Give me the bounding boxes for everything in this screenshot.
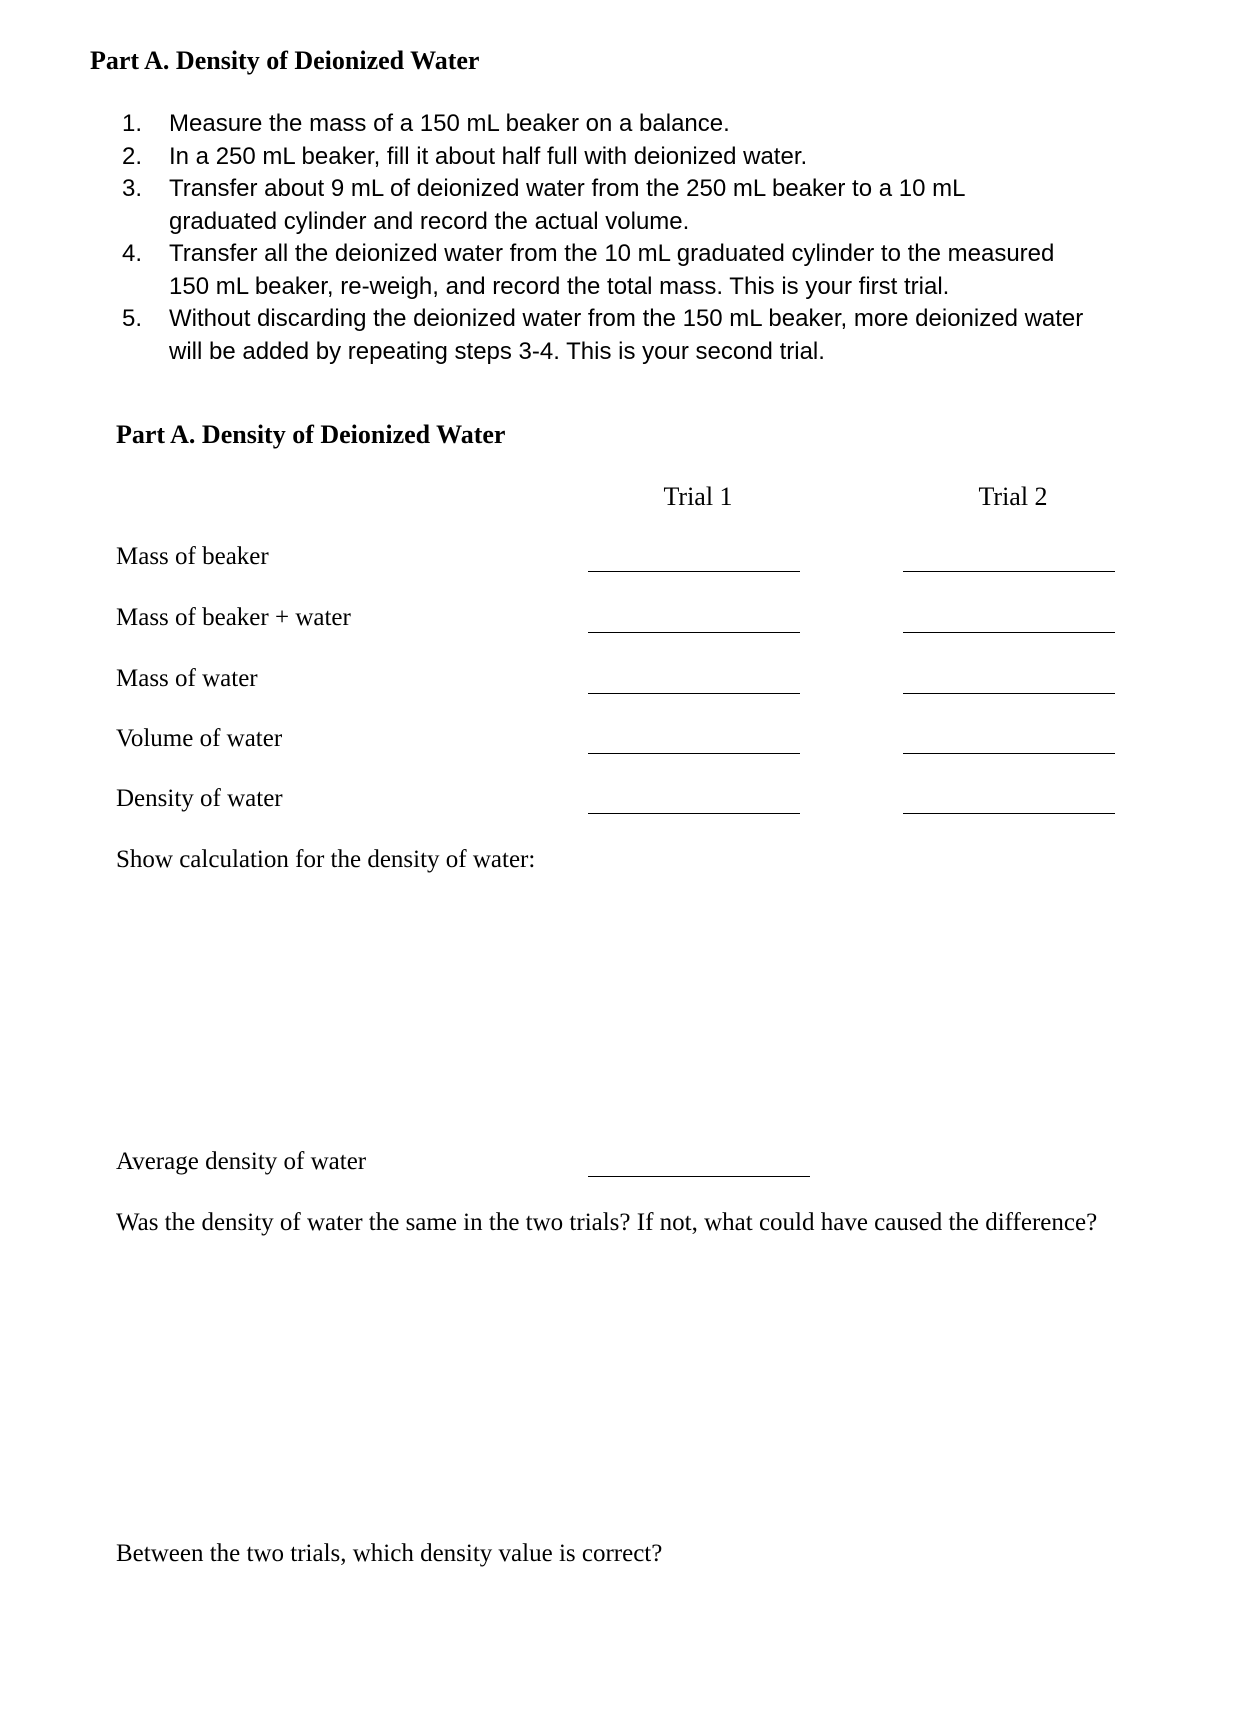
- answer-blank-trial-2-volume-of-water[interactable]: [903, 753, 1115, 754]
- step-number: 4.: [122, 240, 143, 267]
- step-number: 5.: [122, 305, 143, 332]
- column-header-trial-1: Trial 1: [663, 482, 733, 511]
- row-label-mass-of-beaker: Mass of beaker: [116, 543, 269, 570]
- row-label-mass-of-water: Mass of water: [116, 665, 258, 692]
- calculation-prompt: Show calculation for the density of water:: [116, 846, 536, 873]
- row-label-volume-of-water: Volume of water: [116, 725, 283, 752]
- step-number: 2.: [122, 142, 143, 170]
- step-number: 1.: [122, 110, 143, 137]
- procedure-step: [122, 303, 1182, 368]
- step-text: Without discarding the deionized water from the 150 mL beaker, more deionized water will be added by repeating steps 3-4. This is your second trial.: [169, 305, 1084, 365]
- answer-blank-trial-1-mass-of-beaker-water[interactable]: [588, 632, 800, 633]
- column-header-trial-2: Trial 2: [978, 482, 1048, 511]
- procedure-step: [122, 141, 1182, 174]
- data-table-heading: Part A. Density of Deionized Water: [116, 420, 506, 449]
- row-label-density-of-water: Density of water: [116, 785, 283, 812]
- question-correct-density: Between the two trials, which density value is correct?: [116, 1540, 663, 1567]
- answer-blank-trial-1-volume-of-water[interactable]: [588, 753, 800, 754]
- row-label-mass-of-beaker-water: Mass of beaker + water: [116, 604, 351, 631]
- procedure-step: [122, 108, 1182, 141]
- calculation-work-area[interactable]: [116, 885, 1156, 1135]
- answer-blank-average-density[interactable]: [588, 1176, 810, 1177]
- answer-blank-trial-2-mass-of-beaker[interactable]: [903, 571, 1115, 572]
- answer-blank-trial-2-mass-of-water[interactable]: [903, 693, 1115, 694]
- answer-blank-trial-1-density-of-water[interactable]: [588, 813, 800, 814]
- answer-area-correct-density[interactable]: [116, 1580, 1156, 1700]
- answer-blank-trial-1-mass-of-water[interactable]: [588, 693, 800, 694]
- procedure-list: [122, 108, 1182, 368]
- step-number: 3.: [122, 175, 143, 202]
- answer-blank-trial-2-density-of-water[interactable]: [903, 813, 1115, 814]
- step-text: In a 250 mL beaker, fill it about half full with deionized water.: [169, 142, 808, 170]
- page-title: Part A. Density of Deionized Water: [90, 46, 480, 75]
- question-density-same: Was the density of water the same in the two trials? If not, what could have caused the difference?: [116, 1209, 1098, 1236]
- answer-blank-trial-1-mass-of-beaker[interactable]: [588, 571, 800, 572]
- step-text: Transfer about 9 mL of deionized water from the 250 mL beaker to a 10 mL graduated cylinder and record the actual volume.: [169, 175, 965, 235]
- answer-blank-trial-2-mass-of-beaker-water[interactable]: [903, 632, 1115, 633]
- average-density-label: Average density of water: [116, 1148, 367, 1175]
- step-text: Measure the mass of a 150 mL beaker on a balance.: [169, 110, 730, 137]
- procedure-step: [122, 173, 1182, 238]
- procedure-step: [122, 238, 1182, 303]
- answer-area-density-same[interactable]: [116, 1250, 1156, 1520]
- step-text: Transfer all the deionized water from the 10 mL graduated cylinder to the measured 150 mL beaker, re-weigh, and record the total mass. This is your first trial.: [169, 240, 1055, 300]
